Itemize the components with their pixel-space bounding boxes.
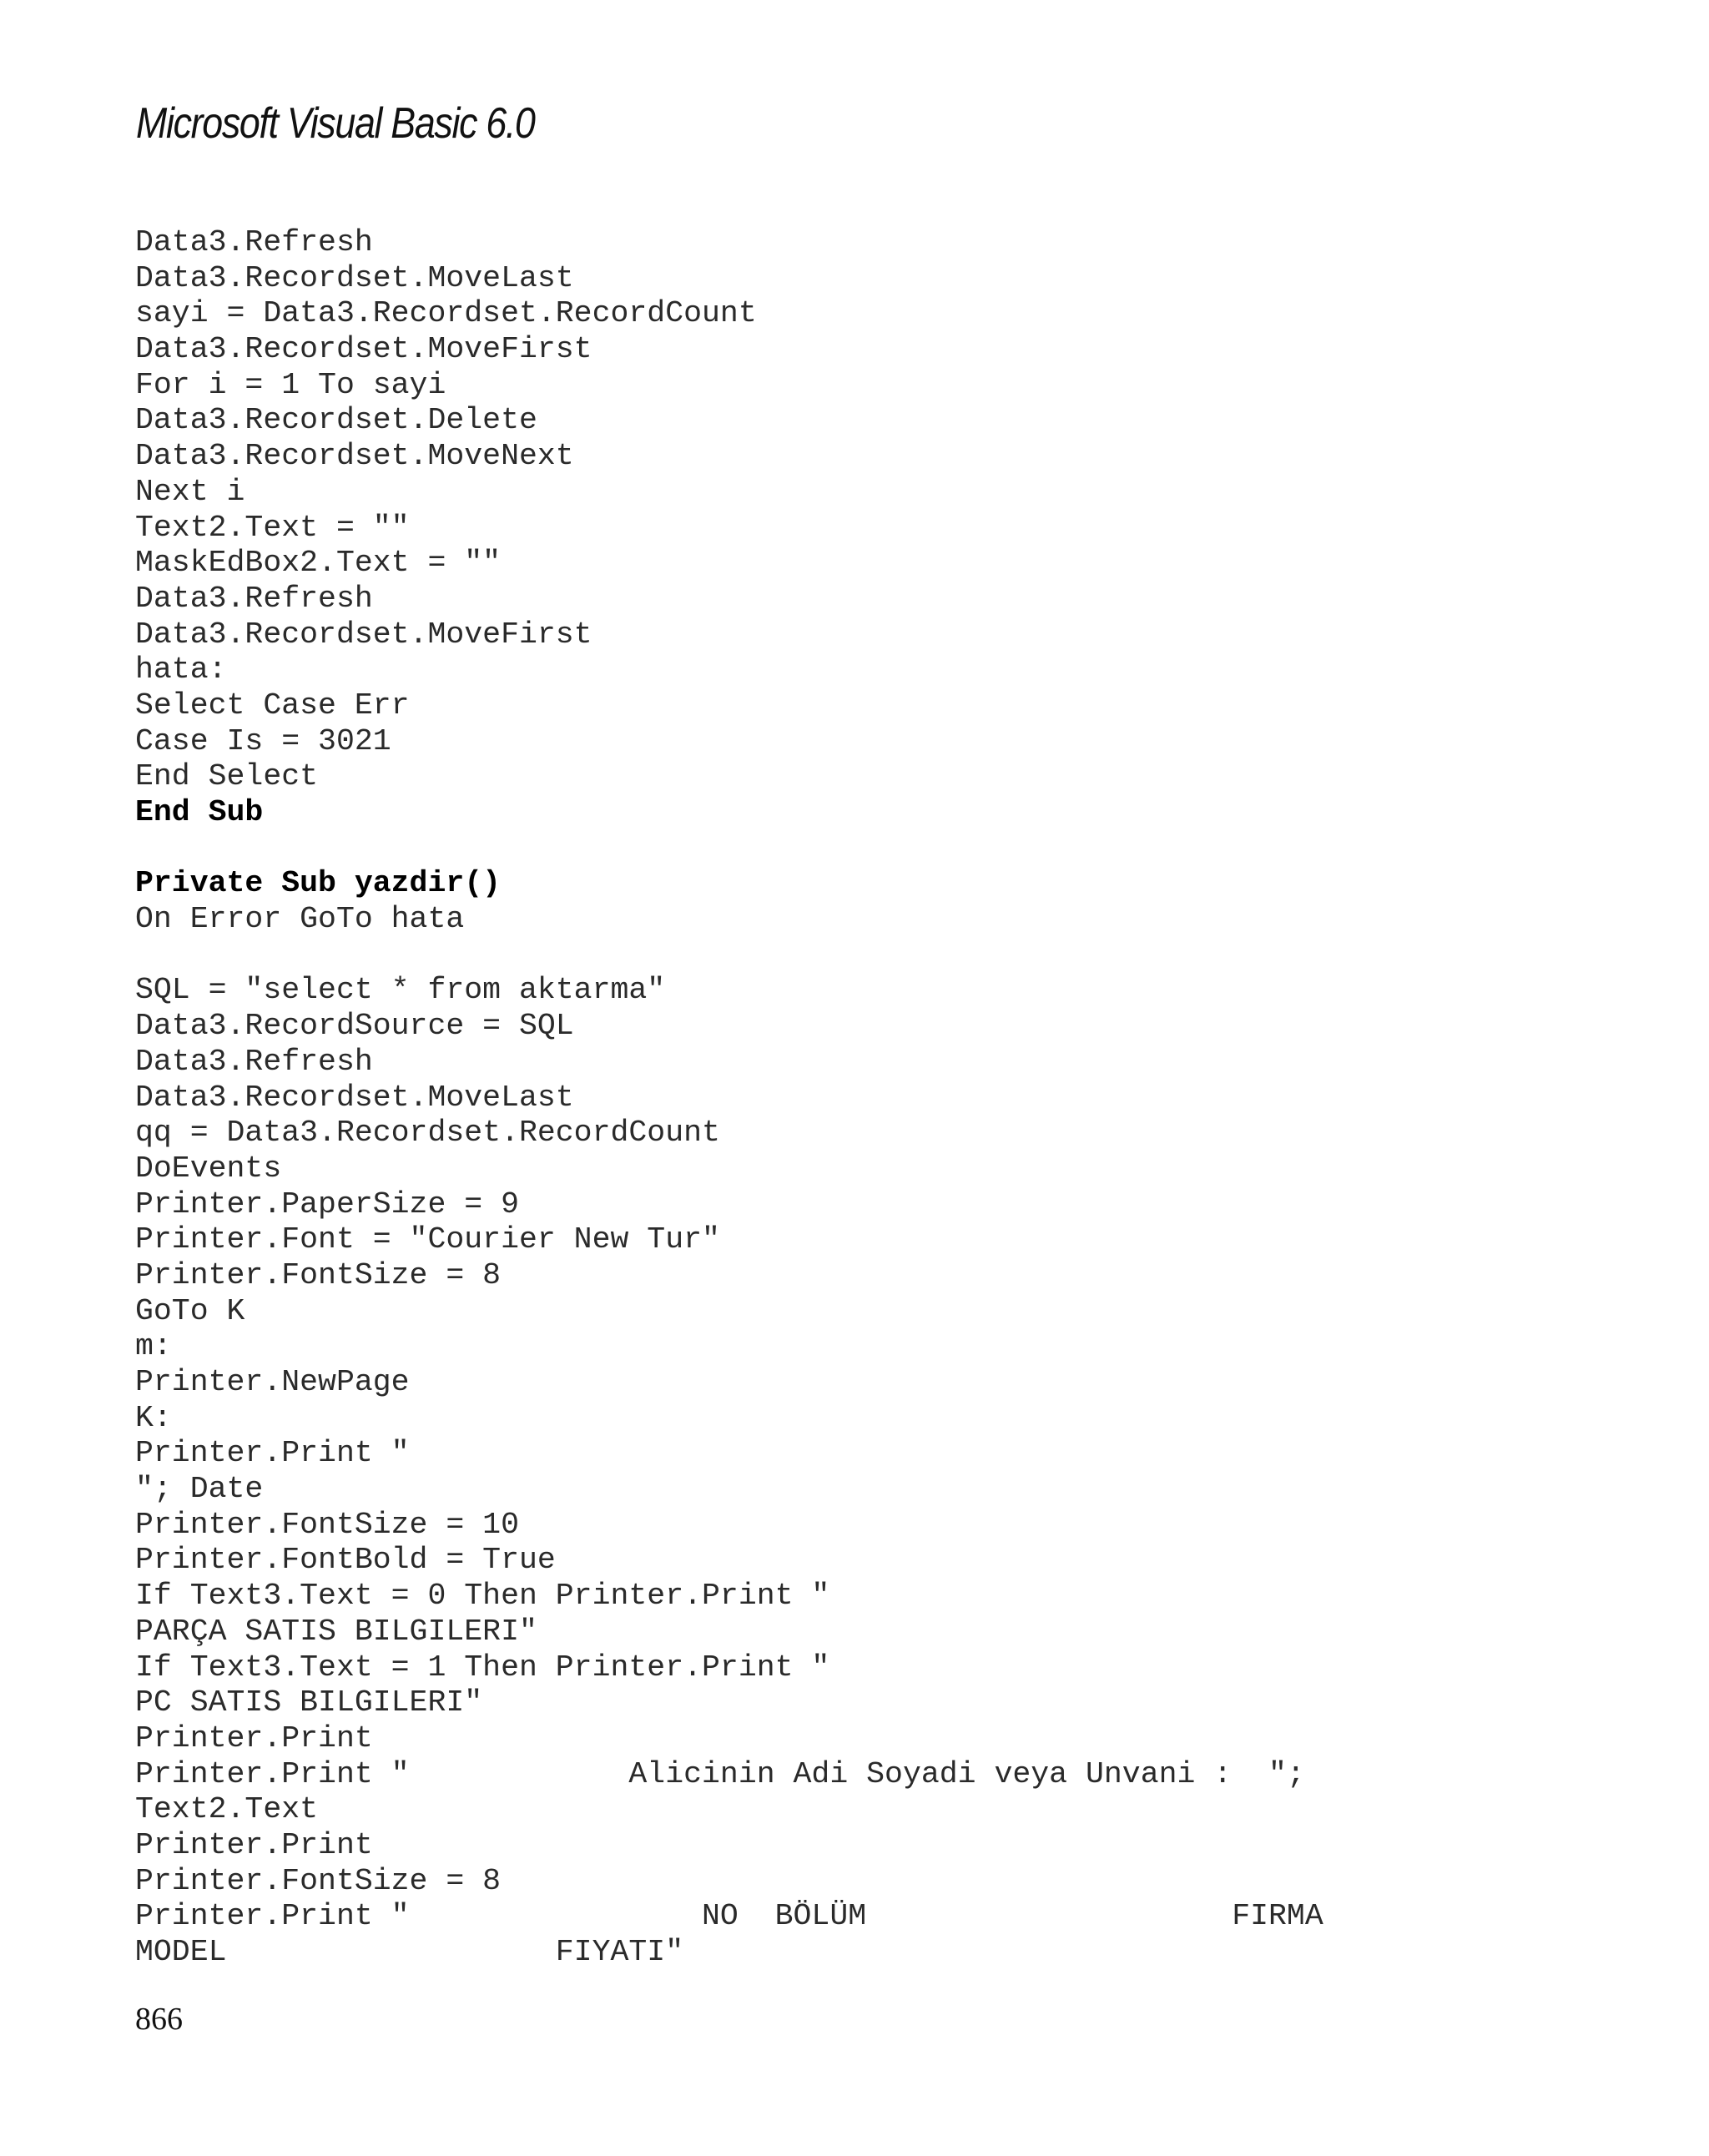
code-line: Private Sub yazdir(): [135, 866, 502, 901]
code-line: Printer.FontSize = 8: [135, 1257, 502, 1292]
code-line: Data3.Recordset.MoveFirst: [135, 617, 592, 652]
code-line: Data3.RecordSource = SQL: [135, 1009, 574, 1044]
code-line: sayi = Data3.Recordset.RecordCount: [135, 296, 757, 331]
code-line: Text2.Text = "": [135, 510, 410, 545]
code-line: Data3.Recordset.MoveLast: [135, 260, 574, 295]
code-line: Data3.Recordset.MoveFirst: [135, 332, 592, 367]
code-line: K:: [135, 1400, 172, 1435]
code-blank-line: [135, 938, 1637, 974]
code-line: Printer.FontSize = 10: [135, 1507, 519, 1542]
code-listing: [135, 225, 1637, 1971]
code-line: Printer.Print " NO BÖLÜM FIRMA: [135, 1899, 1323, 1934]
code-line: DoEvents: [135, 1151, 282, 1186]
code-line: Case Is = 3021: [135, 723, 391, 758]
code-line: "; Date: [135, 1472, 264, 1507]
code-line: End Select: [135, 759, 319, 794]
code-line: Printer.FontBold = True: [135, 1543, 556, 1578]
code-line: Next i: [135, 474, 245, 509]
code-line: Data3.Refresh: [135, 581, 373, 616]
code-line: hata:: [135, 652, 227, 688]
code-line: Printer.Font = "Courier New Tur": [135, 1222, 720, 1257]
code-line: Data3.Recordset.MoveNext: [135, 439, 574, 474]
code-line: Printer.NewPage: [135, 1365, 410, 1399]
code-line: Printer.Print: [135, 1720, 373, 1756]
page-header-title: Microsoft Visual Basic 6.0: [136, 99, 535, 148]
code-line: Data3.Recordset.Delete: [135, 403, 537, 438]
code-line: Data3.Refresh: [135, 225, 373, 259]
code-line: MODEL FIYATI": [135, 1935, 684, 1969]
code-line: On Error GoTo hata: [135, 902, 465, 937]
code-line: If Text3.Text = 1 Then Printer.Print ": [135, 1650, 830, 1685]
code-blank-line: [135, 831, 1637, 867]
page-number: 866: [135, 2002, 183, 2037]
code-line: Printer.Print " Alicinin Adi Soyadi veya Unvani : ";: [135, 1756, 1305, 1791]
code-line: Select Case Err: [135, 688, 410, 723]
code-line: qq = Data3.Recordset.RecordCount: [135, 1116, 720, 1151]
code-line: Data3.Refresh: [135, 1044, 373, 1079]
code-line: Printer.Print ": [135, 1436, 410, 1471]
code-line: For i = 1 To sayi: [135, 367, 446, 402]
code-line: PC SATIS BILGILERI": [135, 1685, 483, 1720]
code-line: m:: [135, 1329, 172, 1364]
code-line: Printer.Print: [135, 1827, 373, 1862]
code-line: SQL = "select * from aktarma": [135, 973, 666, 1008]
code-line: Text2.Text: [135, 1792, 319, 1827]
code-line: Printer.FontSize = 8: [135, 1863, 502, 1898]
code-line: MaskEdBox2.Text = "": [135, 546, 502, 581]
code-line: PARÇA SATIS BILGILERI": [135, 1614, 537, 1649]
code-line: If Text3.Text = 0 Then Printer.Print ": [135, 1579, 830, 1614]
code-line: Printer.PaperSize = 9: [135, 1186, 519, 1222]
code-line: Data3.Recordset.MoveLast: [135, 1080, 574, 1115]
code-line: GoTo K: [135, 1293, 245, 1328]
code-line: End Sub: [135, 795, 264, 829]
